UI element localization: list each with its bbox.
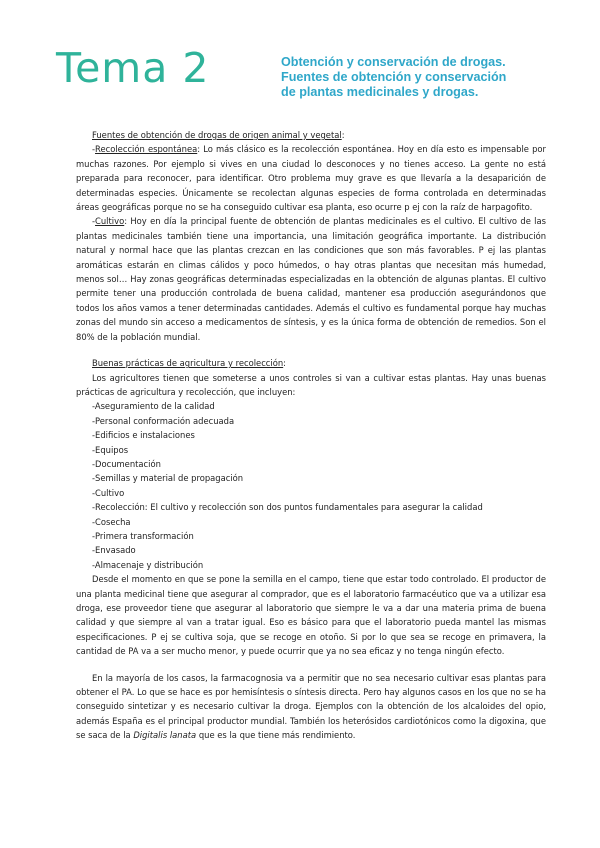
section-title-good-practices: Buenas prácticas de agricultura y recolección	[92, 358, 284, 369]
species-name: Digitalis lanata	[133, 730, 197, 741]
paragraph-pharmacognosy: En la mayoría de los casos, la farmacognosia va a permitir que no sea necesario cultivar esas plantas para obtener el PA. Lo que se hace es por hemisíntesis o síntesis directa. Pero hay algunos casos en los que no se ha conseguido sintetizar y es necesario cultivar la droga. Ejemplos con la obtención de los alcaloides del opio, además España es el principal productor mundial. También los heterósidos cardiotónicos como la digoxina, que se saca de la Digitalis lanata que es la que tiene más rendimiento.	[76, 672, 546, 741]
paragraph-practices-intro: Los agricultores tienen que someterse a unos controles si van a cultivar estas plantas. Hay unas buenas prácticas de agricultura y recolección, que incluyen:	[76, 372, 546, 397]
list-item: -Cultivo	[92, 487, 125, 498]
paragraph-practices-closing: Desde el momento en que se pone la semilla en el campo, tiene que estar todo controlado. El productor de una planta medicinal tiene que asegurar al comprador, que es el laboratorio farmacéutico que va a utilizar esa droga, ese proveedor tiene que asegurar al laboratorio que siempre le va a dar una materia prima de buena calidad y que siempre al van a tratar igual. Eso es básico para que el laboratorio pueda mantel las mismas especificaciones. P ej se cultiva soja, que se recoge en otoño. Si por lo que sea se recoge en primavera, la cantidad de PA va a ser mucho menor, y puede ocurrir que ya no sea eficaz y no tenga ningún efecto.	[76, 574, 546, 657]
topic-subtitle	[281, 55, 581, 100]
subtitle-line: de plantas medicinales y drogas.	[281, 85, 479, 99]
section-title-sources: Fuentes de obtención de drogas de origen animal y vegetal	[92, 130, 342, 140]
list-item: -Recolección: El cultivo y recolección son dos puntos fundamentales para asegurar la calidad	[92, 502, 483, 513]
term-spontaneous-collection: Recolección espontánea	[95, 144, 198, 155]
paragraph-spontaneous-collection: -Recolección espontánea: Lo más clásico es la recolección espontánea. Hoy en día esto es impensable por muchas razones. Por ejemplo si vives en una ciudad lo desconoces y no tienes acceso. La gente no está preparada para reconocer, para identificar. Otro problema muy grave es que llevaría a la desaparición de determinadas especies. Únicamente se recolectan algunas especies de forma controlada en determinadas áreas geográficas porque no se ha conseguido cultivar esa planta, eso ocurre p ej con la raíz de harpagofito.	[76, 144, 546, 213]
list-item: -Semillas y material de propagación	[92, 473, 244, 484]
list-item: -Equipos	[92, 444, 129, 455]
page-header	[0, 0, 600, 120]
list-item: -Personal conformación adecuada	[92, 415, 235, 426]
list-item: -Primera transformación	[92, 530, 194, 541]
list-item: -Envasado	[92, 545, 136, 556]
list-item: -Documentación	[92, 458, 161, 469]
section-heading: Buenas prácticas de agricultura y recolección:	[92, 358, 286, 369]
subtitle-line: Obtención y conservación de drogas.	[281, 55, 506, 69]
list-item: -Edificios e instalaciones	[92, 430, 195, 441]
term-cultivation: Cultivo	[95, 216, 125, 227]
section-heading: Fuentes de obtención de drogas de origen animal y vegetal:	[92, 130, 345, 140]
subtitle-line: Fuentes de obtención y conservación	[281, 70, 507, 84]
list-item: -Almacenaje y distribución	[92, 559, 204, 570]
good-practices-list	[76, 399, 546, 572]
list-item: -Cosecha	[92, 516, 131, 527]
paragraph-cultivation: -Cultivo: Hoy en día la principal fuente de obtención de plantas medicinales es el cultivo. El cultivo de las plantas medicinales también tiene una importancia, una limitación geográfica importante. La distribución natural y normal hace que las plantas crezcan en las condiciones que son más favorables. P ej las plantas aromáticas estarán en climas cálidos y poco húmedos, o hay otras plantas que necesitan más humedad, menos sol… Hay zonas geográficas determinadas especializadas en la obtención de algunas plantas. El cultivo permite tener una producción controlada de buena calidad, mantener esa producción asegurándonos que todos los años vamos a tener determinadas cantidades. Además el cultivo es fundamental porque hay muchas zonas del mundo sin acceso a medicamentos de síntesis, y es la única forma de obtención de remedios. Son el 80% de la población mundial.	[76, 216, 546, 342]
list-item: -Aseguramiento de la calidad	[92, 401, 215, 412]
document-body	[76, 128, 546, 743]
topic-title: Tema 2	[56, 44, 210, 92]
